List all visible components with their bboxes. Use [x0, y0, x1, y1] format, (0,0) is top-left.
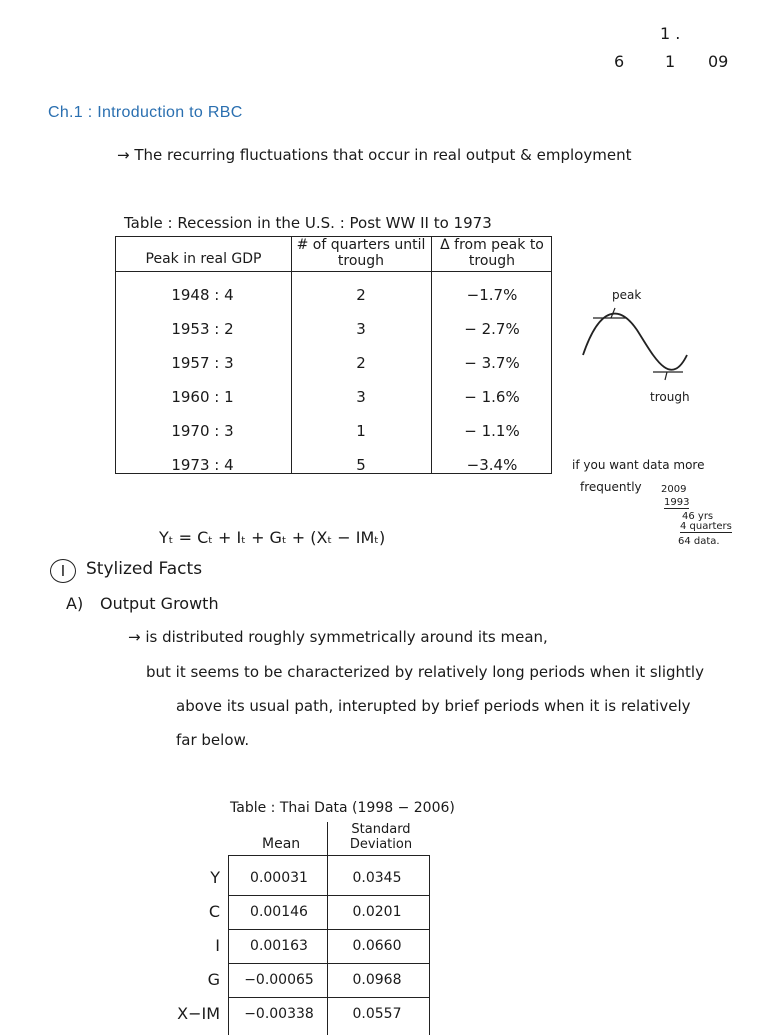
table1-peak-cell: 1970 : 3 [171, 422, 234, 440]
side-note-line1: if you want data more [572, 458, 705, 472]
section-title: Stylized Facts [86, 559, 203, 579]
side-note-calc-1: 2009 [661, 484, 687, 495]
table1-quarters-cell: 2 [356, 286, 366, 304]
table2-row-divider [228, 963, 430, 964]
table1-header-peak: Peak in real GDP [145, 251, 262, 267]
body-line-3: above its usual path, interupted by brief periods when it is relatively [176, 697, 691, 715]
table2-sd-cell: 0.0201 [352, 904, 402, 920]
table2-row-label: Y [210, 868, 220, 887]
table1-change-cell: − 3.7% [464, 354, 520, 372]
table2-mean-cell: −0.00338 [244, 1006, 314, 1022]
table2-row-divider [228, 895, 430, 896]
table2-row-divider [228, 997, 430, 998]
table2-sd-cell: 0.0345 [352, 870, 402, 886]
table1-peak-cell: 1948 : 4 [171, 286, 234, 304]
business-cycle-sketch [575, 280, 715, 410]
table1-change-cell: − 1.6% [464, 388, 520, 406]
table1-quarters-cell: 5 [356, 456, 366, 474]
table2-sd-cell: 0.0557 [352, 1006, 402, 1022]
table1-quarters-cell: 3 [356, 388, 366, 406]
table1-change-cell: − 2.7% [464, 320, 520, 338]
table1-quarters-cell: 2 [356, 354, 366, 372]
date-month: 1 [665, 52, 676, 71]
table1-caption: Table : Recession in the U.S. : Post WW II to 1973 [124, 214, 492, 232]
section-number-badge [50, 559, 76, 583]
table1-change-cell: − 1.1% [464, 422, 520, 440]
table2-mean-cell: 0.00031 [250, 870, 308, 886]
table2-row-divider [228, 929, 430, 930]
side-note-line2: frequently [580, 480, 642, 494]
table2-header-mean: Mean [262, 836, 301, 852]
table2-caption: Table : Thai Data (1998 − 2006) [230, 800, 455, 816]
table2-row-label: X−IM [177, 1004, 220, 1023]
table1-quarters-cell: 1 [356, 422, 366, 440]
table2-row-label: C [208, 902, 220, 921]
table2-row-label: G [207, 970, 220, 989]
date-year: 09 [708, 52, 729, 71]
table1-peak-cell: 1957 : 3 [171, 354, 234, 372]
body-line-2: but it seems to be characterized by relatively long periods when it slightly [146, 663, 704, 681]
table2-mean-cell: 0.00163 [250, 938, 308, 954]
table1-change-cell: −3.4% [466, 456, 518, 474]
table2-row-label: I [215, 936, 220, 955]
side-note-calc-4: 4 quarters [680, 521, 732, 532]
table1-header-change: Δ from peak to trough [440, 237, 544, 269]
body-line-4: far below. [176, 731, 250, 749]
trough-label: trough [650, 390, 690, 404]
subsection-label: A) [66, 594, 84, 613]
side-note-calc-2: 1993 [664, 497, 690, 508]
table2-header-sd: Standard Deviation [349, 822, 413, 852]
table1-peak-cell: 1973 : 4 [171, 456, 234, 474]
table2-sd-cell: 0.0968 [352, 972, 402, 988]
table1-peak-cell: 1960 : 1 [171, 388, 234, 406]
chapter-title: Ch.1 : Introduction to RBC [48, 104, 243, 121]
table1-change-cell: −1.7% [466, 286, 518, 304]
peak-label: peak [612, 288, 642, 302]
table2-mean-cell: −0.00065 [244, 972, 314, 988]
table1-peak-cell: 1953 : 2 [171, 320, 234, 338]
table1-header-quarters: # of quarters until trough [296, 237, 426, 269]
date-day: 6 [614, 52, 625, 71]
definition-line: → The recurring fluctuations that occur in real output & employment [117, 146, 632, 164]
table2-mean-cell: 0.00146 [250, 904, 308, 920]
side-note-calc-5: 64 data. [678, 536, 720, 547]
page-number: 1 . [660, 24, 681, 43]
gdp-equation: Yₜ = Cₜ + Iₜ + Gₜ + (Xₜ − IMₜ) [159, 528, 386, 547]
subsection-title: Output Growth [100, 594, 219, 613]
table2-sd-cell: 0.0660 [352, 938, 402, 954]
body-line-1: → is distributed roughly symmetrically around its mean, [128, 628, 548, 646]
side-note-calc-3: 46 yrs [682, 511, 714, 522]
section-number: I [60, 562, 66, 580]
table1-quarters-cell: 3 [356, 320, 366, 338]
